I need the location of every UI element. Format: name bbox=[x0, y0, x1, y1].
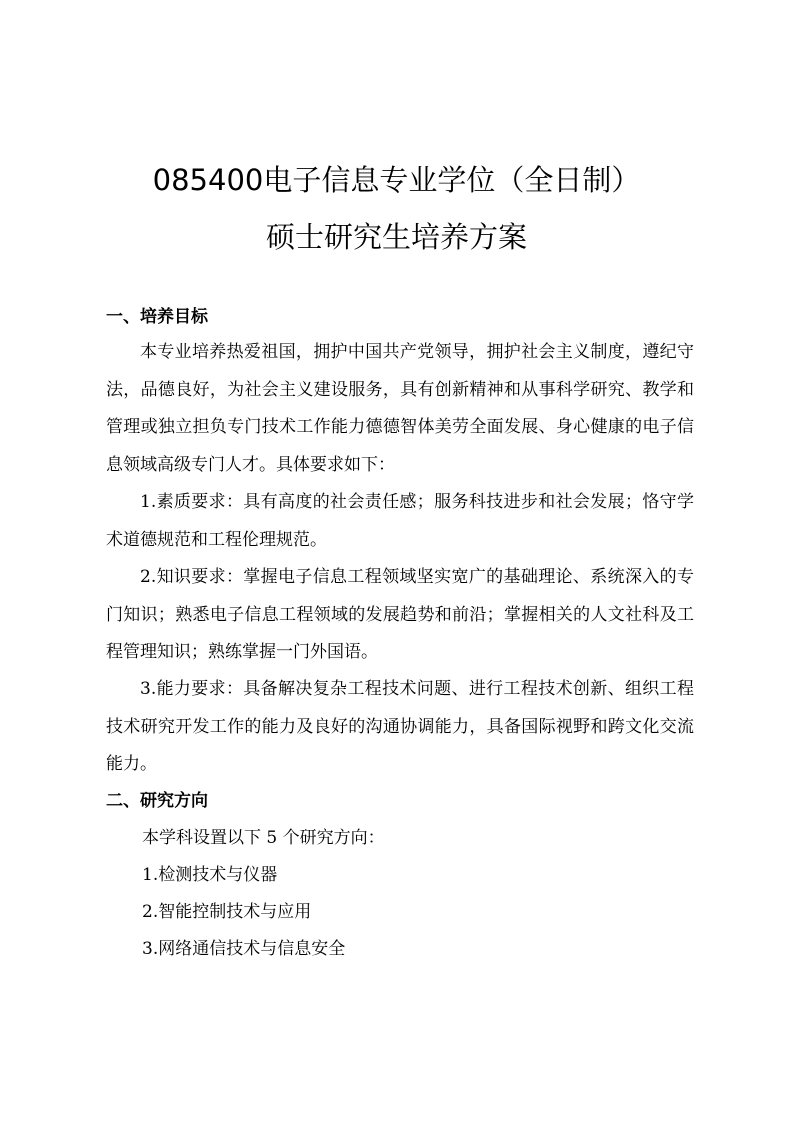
document-title-line1: 085400电子信息专业学位（全日制） bbox=[152, 163, 641, 197]
ability-requirements-paragraph: 3.能力要求：具备解决复杂工程技术问题、进行工程技术创新、组织工程技术研究开发工作的能力及良好的沟通协调能力，具备国际视野和跨文化交流能力。 bbox=[106, 679, 694, 774]
research-direction-item: 3.网络通信技术与信息安全 bbox=[142, 939, 346, 959]
document-title-line2: 硕士研究生培养方案 bbox=[265, 220, 527, 254]
research-directions-intro: 本学科设置以下 5 个研究方向： bbox=[142, 828, 385, 848]
quality-requirements-paragraph: 1.素质要求：具有高度的社会责任感；服务科技进步和社会发展；恪守学术道德规范和工程伦理规范。 bbox=[106, 492, 694, 550]
research-direction-item: 2.智能控制技术与应用 bbox=[142, 902, 312, 922]
training-goals-paragraph: 本专业培养热爱祖国，拥护中国共产党领导，拥护社会主义制度，遵纪守法，品德良好，为社会主义建设服务，具有创新精神和从事科学研究、教学和管理或独立担负专门技术工作能力德德智体美劳全面发展、身心健康的电子信息领域高级专门人才。具体要求如下： bbox=[106, 342, 694, 475]
knowledge-requirements-paragraph: 2.知识要求：掌握电子信息工程领域坚实宽广的基础理论、系统深入的专门知识；熟悉电子信息工程领域的发展趋势和前沿；掌握相关的人文社科及工程管理知识；熟练掌握一门外国语。 bbox=[106, 567, 694, 662]
section-heading-research-directions: 二、研究方向 bbox=[106, 791, 208, 811]
section-heading-training-goals: 一、培养目标 bbox=[106, 307, 208, 327]
research-direction-item: 1.检测技术与仪器 bbox=[142, 865, 278, 885]
